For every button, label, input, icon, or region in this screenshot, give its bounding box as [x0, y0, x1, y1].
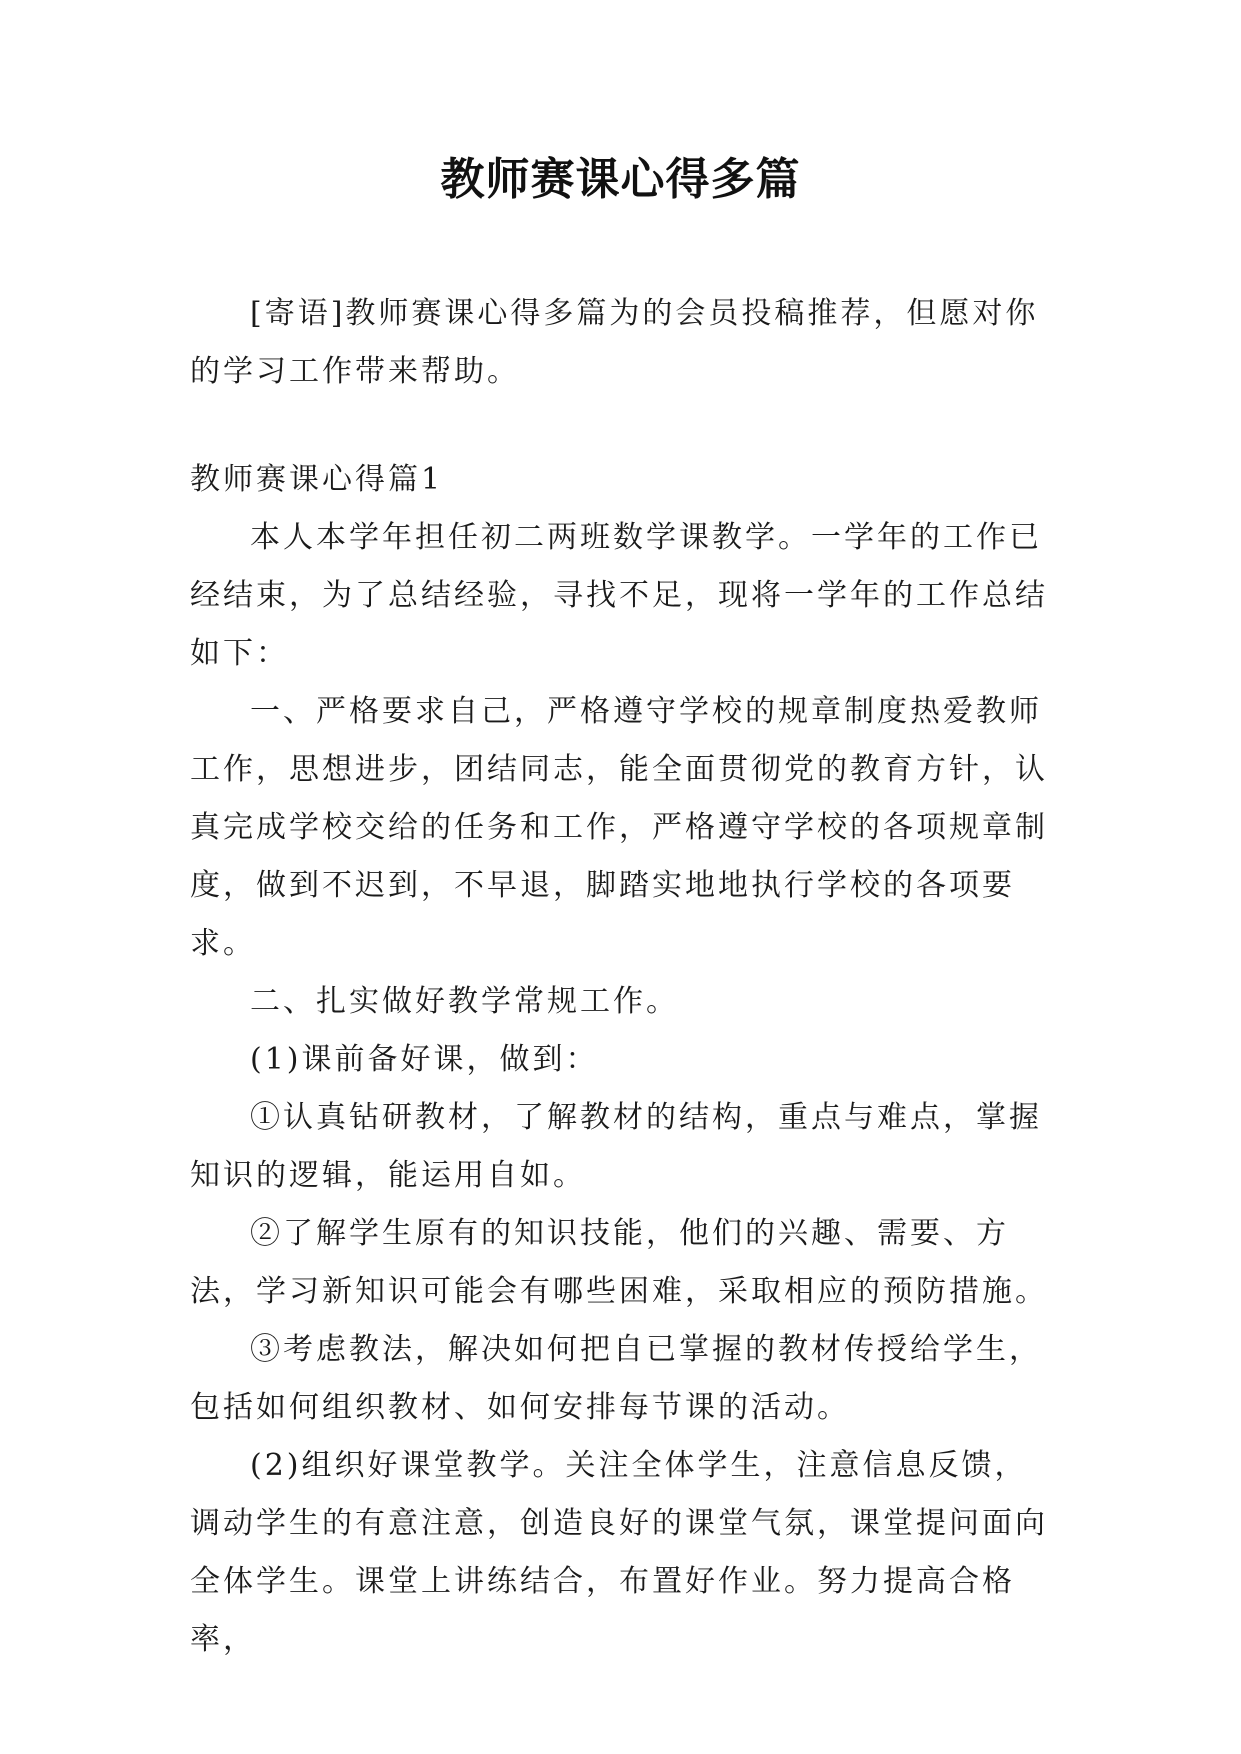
body-paragraph: 本人本学年担任初二两班数学课教学。一学年的工作已经结束，为了总结经验，寻找不足，现将一学年的工作总结如下： — [190, 520, 1048, 671]
body-paragraph: (1)课前备好课，做到： — [250, 1042, 599, 1077]
body-paragraph: ②了解学生原有的知识技能，他们的兴趣、需要、方法，学习新知识可能会有哪些困难，采取相应的预防措施。 — [190, 1216, 1048, 1309]
body-paragraph: 二、扎实做好教学常规工作。 — [250, 984, 679, 1019]
body-paragraph: (2)组织好课堂教学。关注全体学生，注意信息反馈，调动学生的有意注意，创造良好的课堂气氛，课堂提问面向全体学生。课堂上讲练结合，布置好作业。努力提高合格率， — [190, 1448, 1048, 1657]
body-paragraph: 一、严格要求自己，严格遵守学校的规章制度热爱教师工作，思想进步，团结同志，能全面贯彻党的教育方针，认真完成学校交给的任务和工作，严格遵守学校的各项规章制度，做到不迟到，不早退，脚踏实地地执行学校的各项要求。 — [190, 694, 1048, 961]
intro-paragraph: [寄语]教师赛课心得多篇为的会员投稿推荐，但愿对你的学习工作带来帮助。 — [190, 296, 1039, 389]
document-title: 教师赛课心得多篇 — [440, 154, 801, 205]
body-paragraph: ①认真钻研教材，了解教材的结构，重点与难点，掌握知识的逻辑，能运用自如。 — [190, 1100, 1042, 1193]
section-heading: 教师赛课心得篇1 — [190, 462, 444, 497]
spacer — [190, 401, 1050, 451]
document-body — [190, 285, 1050, 1669]
body-paragraph: ③考虑教法，解决如何把自已掌握的教材传授给学生，包括如何组织教材、如何安排每节课的活动。 — [190, 1332, 1042, 1425]
